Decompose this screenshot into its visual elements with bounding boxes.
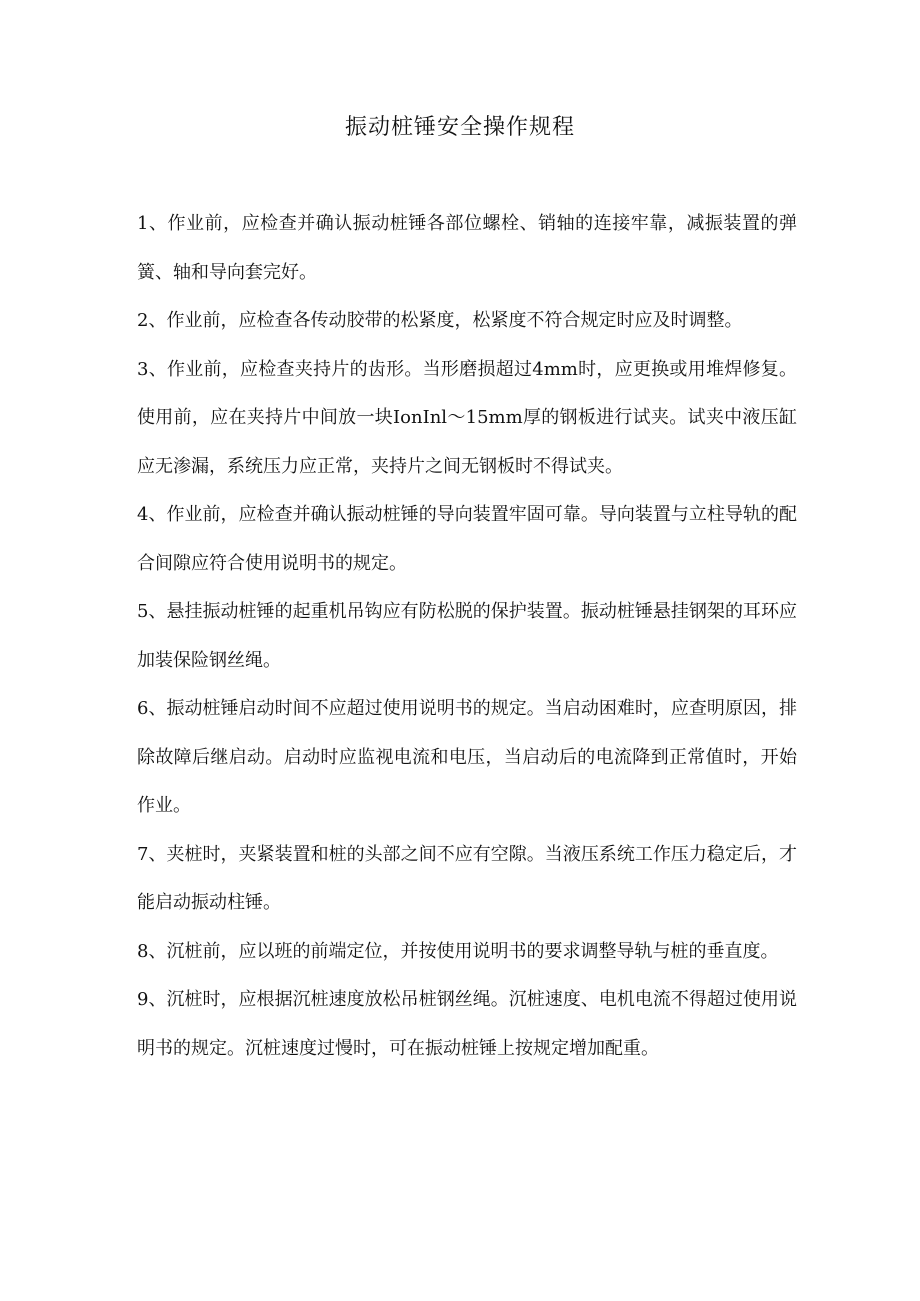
paragraph-3: 3、作业前，应检查夹持片的齿形。当形磨损超过4mm时，应更换或用堆焊修复。使用前，应在夹持片中间放一块IonInl～15mm厚的钢板进行试夹。试夹中液压缸应无渗漏，系统压力应正常，夹持片之间无钢板时不得试夹。 xyxy=(137,358,797,477)
paragraph-9: 9、沉桩时，应根据沉桩速度放松吊桩钢丝绳。沉桩速度、电机电流不得超过使用说明书的规定。沉桩速度过慢时，可在振动桩锤上按规定增加配重。 xyxy=(137,989,797,1059)
paragraph-2: 2、作业前，应检查各传动胶带的松紧度，松紧度不符合规定时应及时调整。 xyxy=(137,310,743,331)
paragraph-6: 6、振动桩锤启动时间不应超过使用说明书的规定。当启动困难时，应查明原因，排除故障后继启动。启动时应监视电流和电压，当启动后的电流降到正常值时，开始作业。 xyxy=(137,698,797,816)
paragraph-5: 5、悬挂振动桩锤的起重机吊钩应有防松脱的保护装置。振动桩锤悬挂钢架的耳环应加装保险钢丝绳。 xyxy=(137,601,797,671)
document-title: 振动桩锤安全操作规程 xyxy=(344,115,575,140)
paragraph-4: 4、作业前，应检查并确认振动桩锤的导向装置牢固可靠。导向装置与立柱导轨的配合间隙应符合使用说明书的规定。 xyxy=(137,504,797,574)
paragraph-7: 7、夹桩时，夹紧装置和桩的头部之间不应有空隙。当液压系统工作压力稳定后，才能启动振动柱锤。 xyxy=(137,843,797,913)
paragraph-1: 1、作业前，应检查并确认振动桩锤各部位螺栓、销轴的连接牢靠，减振装置的弹簧、轴和导向套完好。 xyxy=(137,213,797,283)
document-body xyxy=(137,200,797,1073)
paragraph-8: 8、沉桩前，应以班的前端定位，并按使用说明书的要求调整导轨与桩的垂直度。 xyxy=(137,940,779,962)
